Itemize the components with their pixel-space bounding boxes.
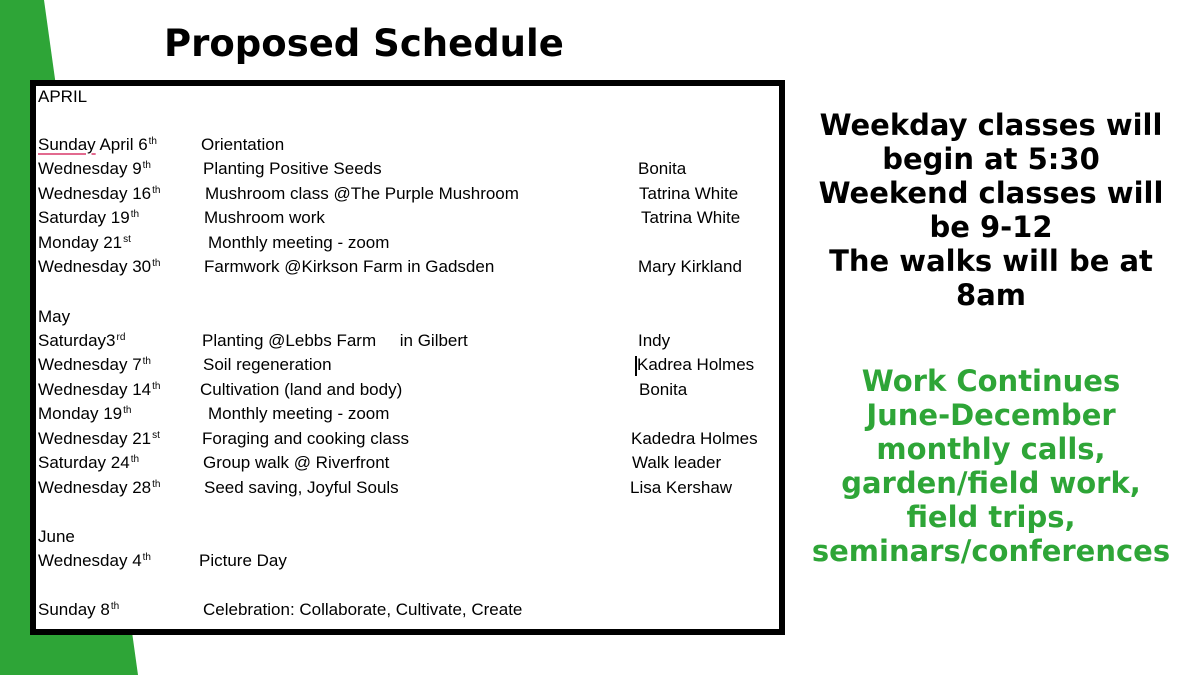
- row-day: Saturday 19th: [38, 208, 140, 227]
- row-activity: Foraging and cooking class: [202, 429, 409, 448]
- month-heading: June: [38, 527, 75, 546]
- class-times-line: 8am: [956, 278, 1026, 312]
- work-continues-line: monthly calls,: [876, 432, 1106, 466]
- schedule-row: [36, 380, 779, 404]
- row-activity: Planting Positive Seeds: [203, 159, 382, 178]
- row-day: Monday 19th: [38, 404, 132, 423]
- work-continues-line: June-December: [866, 398, 1116, 432]
- row-activity: Picture Day: [199, 551, 287, 570]
- schedule-row: [36, 233, 779, 257]
- work-continues-line: field trips,: [906, 500, 1076, 534]
- row-day: Sunday 8th: [38, 600, 120, 619]
- work-continues-line: Work Continues: [861, 364, 1121, 398]
- row-activity: Monthly meeting - zoom: [208, 233, 390, 252]
- schedule-row: [36, 600, 779, 624]
- schedule-row: [36, 184, 779, 208]
- row-leader: Bonita: [639, 380, 688, 399]
- row-day: Wednesday 14th: [38, 380, 161, 399]
- schedule-row: [36, 551, 779, 575]
- row-activity: Planting @Lebbs Farm in Gilbert: [202, 331, 468, 350]
- row-activity: Seed saving, Joyful Souls: [204, 478, 399, 497]
- row-leader: Tatrina White: [641, 208, 741, 227]
- row-activity: Monthly meeting - zoom: [208, 404, 390, 423]
- row-leader: Indy: [638, 331, 671, 350]
- row-day: Wednesday 30th: [38, 257, 161, 276]
- row-day: Wednesday 16th: [38, 184, 161, 203]
- row-day: Wednesday 28th: [38, 478, 161, 497]
- schedule-table: [30, 80, 785, 635]
- class-times-line: The walks will be at: [829, 244, 1153, 278]
- row-activity: Orientation: [201, 135, 285, 154]
- class-times-line: Weekend classes will: [818, 176, 1164, 210]
- work-continues-note: [806, 364, 1176, 568]
- schedule-row: [36, 355, 779, 379]
- row-leader: Lisa Kershaw: [630, 478, 733, 497]
- schedule-row: [36, 135, 779, 159]
- row-leader: Kadrea Holmes: [637, 355, 755, 374]
- row-activity: Mushroom class @The Purple Mushroom: [205, 184, 519, 203]
- row-leader: Tatrina White: [639, 184, 739, 203]
- schedule-row: [36, 257, 779, 281]
- row-day: Wednesday 21st: [38, 429, 160, 448]
- row-day: Monday 21st: [38, 233, 131, 252]
- row-day: Wednesday 9th: [38, 159, 151, 178]
- row-day: Wednesday 7th: [38, 355, 151, 374]
- schedule-row: [36, 159, 779, 183]
- month-heading: APRIL: [38, 87, 88, 106]
- slide-title: Proposed Schedule: [164, 22, 564, 65]
- row-leader: Kadedra Holmes: [631, 429, 758, 448]
- schedule-row: [36, 478, 779, 502]
- row-activity: Farmwork @Kirkson Farm in Gadsden: [204, 257, 495, 276]
- class-times-line: begin at 5:30: [882, 142, 1100, 176]
- schedule-row: [36, 331, 779, 355]
- row-leader: Bonita: [638, 159, 687, 178]
- schedule-row: [36, 208, 779, 232]
- row-activity: Celebration: Collaborate, Cultivate, Create: [203, 600, 523, 619]
- month-heading: May: [38, 307, 71, 326]
- work-continues-line: garden/field work,: [841, 466, 1141, 500]
- work-continues-line: seminars/conferences: [811, 534, 1171, 568]
- row-activity: Mushroom work: [204, 208, 325, 227]
- class-times-line: be 9-12: [929, 210, 1053, 244]
- row-leader: Walk leader: [632, 453, 722, 472]
- schedule-row: [36, 453, 779, 477]
- row-activity: Soil regeneration: [203, 355, 332, 374]
- row-day: Saturday3rd: [38, 331, 126, 350]
- row-activity: Group walk @ Riverfront: [203, 453, 390, 472]
- row-day: Wednesday 4th: [38, 551, 151, 570]
- schedule-row: [36, 404, 779, 428]
- class-times-note: [806, 108, 1176, 312]
- row-activity: Cultivation (land and body): [200, 380, 403, 399]
- row-day: Sunday April 6th: [38, 135, 157, 154]
- schedule-row: [36, 429, 779, 453]
- class-times-line: Weekday classes will: [819, 108, 1163, 142]
- row-leader: Mary Kirkland: [638, 257, 742, 276]
- row-day: Saturday 24th: [38, 453, 140, 472]
